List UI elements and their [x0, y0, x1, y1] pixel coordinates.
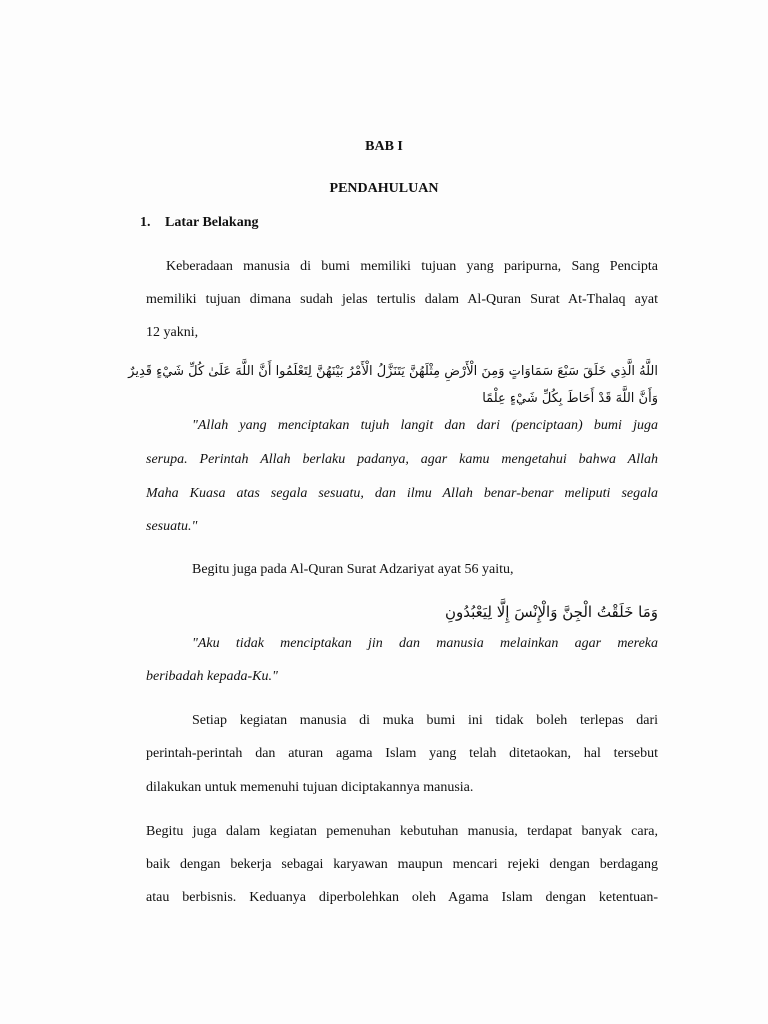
translation-line: "Aku tidak menciptakan jin dan manusia melainkan agar mereka [192, 636, 658, 651]
translation-line: beribadah kepada-Ku." [146, 669, 278, 684]
paragraph-line: baik dengan bekerja sebagai karyawan maupun mencari rejeki dengan berdagang [146, 857, 658, 872]
translation-line: serupa. Perintah Allah berlaku padanya, agar kamu mengetahui bahwa Allah [146, 452, 658, 467]
section-number: 1. [140, 215, 151, 230]
paragraph-line: Begitu juga pada Al-Quran Surat Adzariyat ayat 56 yaitu, [192, 562, 514, 577]
translation-line: sesuatu." [146, 519, 198, 534]
paragraph-line: memiliki tujuan dimana sudah jelas tertulis dalam Al-Quran Surat At-Thalaq ayat [146, 292, 658, 307]
section-title: Latar Belakang [165, 215, 259, 230]
arabic-verse: وَأَنَّ اللَّهَ قَدْ أَحَاطَ بِكُلِّ شَيْءٍ عِلْمًا [482, 391, 658, 406]
translation-line: "Allah yang menciptakan tujuh langit dan dari (penciptaan) bumi juga [192, 418, 658, 433]
chapter-title: PENDAHULUAN [329, 181, 439, 196]
paragraph-line: Setiap kegiatan manusia di muka bumi ini tidak boleh terlepas dari [192, 713, 658, 728]
paragraph-line: dilakukan untuk memenuhi tujuan diciptakannya manusia. [146, 780, 474, 795]
paragraph-line: Keberadaan manusia di bumi memiliki tujuan yang paripurna, Sang Pencipta [166, 259, 658, 274]
paragraph-line: 12 yakni, [146, 325, 199, 340]
paragraph-line: Begitu juga dalam kegiatan pemenuhan kebutuhan manusia, terdapat banyak cara, [146, 824, 658, 839]
chapter-number: BAB I [365, 139, 403, 154]
paragraph-line: atau berbisnis. Keduanya diperbolehkan oleh Agama Islam dengan ketentuan- [146, 890, 658, 905]
arabic-verse: وَمَا خَلَقْتُ الْجِنَّ وَالْإِنْسَ إِلَّا لِيَعْبُدُونِ [444, 603, 658, 621]
arabic-verse: اللَّهُ الَّذِي خَلَقَ سَبْعَ سَمَاوَاتٍ وَمِنَ الْأَرْضِ مِثْلَهُنَّ يَتَنَزَّلُ الْأَمْرُ بَيْنَهُنَّ لِتَعْلَمُوا أَنَّ اللَّهَ عَلَىٰ كُلِّ شَيْءٍ قَدِيرٌ [128, 364, 658, 379]
translation-line: Maha Kuasa atas segala sesuatu, dan ilmu Allah benar-benar meliputi segala [146, 486, 658, 501]
paragraph-line: perintah-perintah dan aturan agama Islam yang telah ditetaokan, hal tersebut [146, 746, 658, 761]
